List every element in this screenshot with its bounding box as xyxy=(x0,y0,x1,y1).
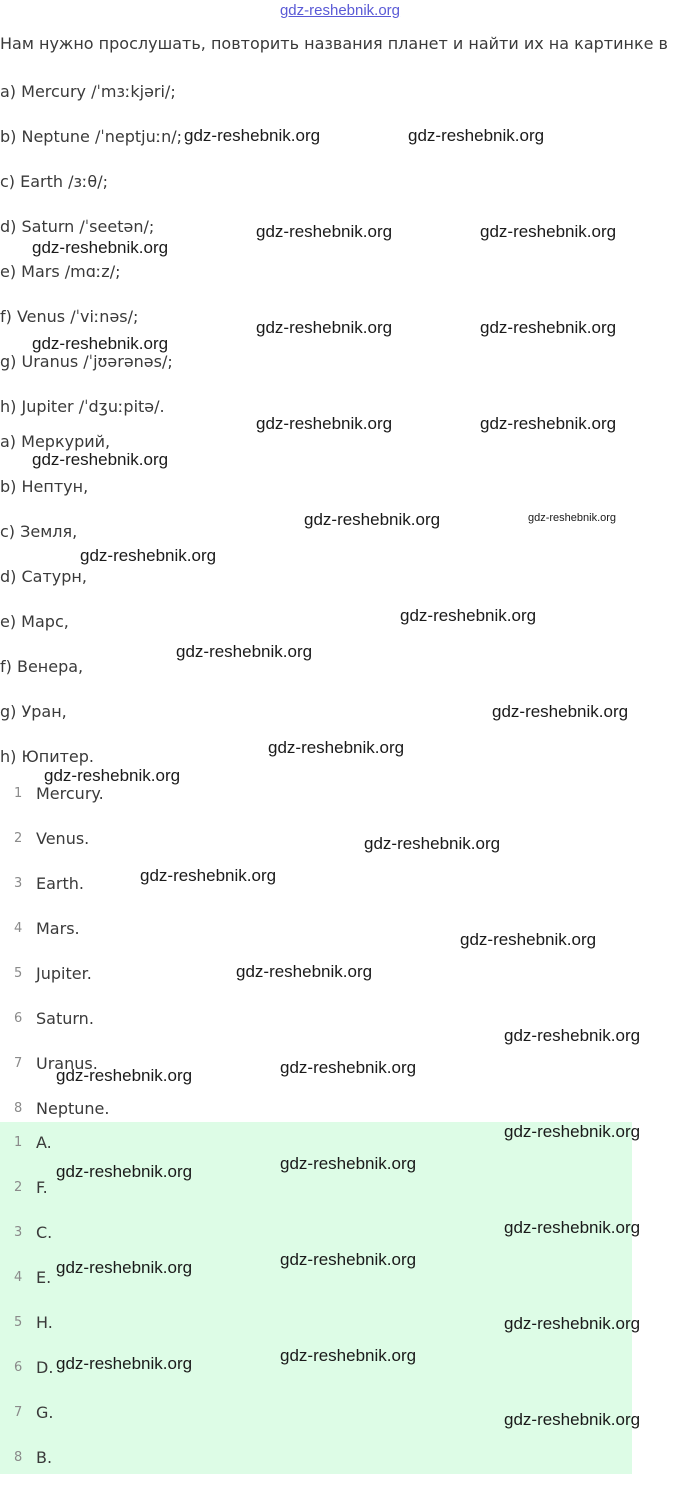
order-list-number: 7 xyxy=(14,1056,23,1071)
pronunciation-item: f) Venus /ˈviːnəs/; xyxy=(0,307,139,326)
watermark-text: gdz-reshebnik.org xyxy=(504,1218,641,1237)
watermark-text: gdz-reshebnik.org xyxy=(504,1122,641,1141)
order-list-number: 1 xyxy=(14,786,23,801)
answer-list-item xyxy=(0,1177,632,1222)
order-list-text: Neptune. xyxy=(36,1099,110,1118)
translation-item: g) Уран, xyxy=(0,702,67,721)
watermark-text: gdz-reshebnik.org xyxy=(460,930,597,949)
watermark-text: gdz-reshebnik.org xyxy=(280,1058,417,1077)
pronunciation-item: b) Neptune /ˈneptjuːn/; xyxy=(0,127,183,146)
answer-list-number: 2 xyxy=(14,1180,23,1195)
pronunciation-item: h) Jupiter /ˈdʒuːpitə/. xyxy=(0,397,165,416)
watermark-text: gdz-reshebnik.org xyxy=(80,546,217,565)
order-list-number: 4 xyxy=(14,921,23,936)
watermark-text: gdz-reshebnik.org xyxy=(256,222,393,241)
pronunciation-item: e) Mars /mɑːz/; xyxy=(0,262,121,281)
watermark-text: gdz-reshebnik.org xyxy=(184,126,321,145)
header-site-link[interactable]: gdz-reshebnik.org xyxy=(279,2,401,19)
order-list-text: Mars. xyxy=(36,919,80,938)
order-list-text: Saturn. xyxy=(36,1009,94,1028)
watermark-text: gdz-reshebnik.org xyxy=(268,738,405,757)
watermark-text: gdz-reshebnik.org xyxy=(480,222,617,241)
translation-item: b) Нептун, xyxy=(0,477,89,496)
order-list-text: Venus. xyxy=(36,829,90,848)
watermark-text: gdz-reshebnik.org xyxy=(480,318,617,337)
answer-list-number: 3 xyxy=(14,1225,23,1240)
watermark-text: gdz-reshebnik.org xyxy=(32,450,169,469)
watermark-text: gdz-reshebnik.org xyxy=(32,238,169,257)
answer-list-number: 6 xyxy=(14,1360,23,1375)
answer-list-text: B. xyxy=(36,1448,53,1467)
answer-list-item xyxy=(0,1447,632,1492)
translation-item: c) Земля, xyxy=(0,522,78,541)
watermark-text: gdz-reshebnik.org xyxy=(56,1354,193,1373)
order-list-text: Earth. xyxy=(36,874,84,893)
watermark-text: gdz-reshebnik.org xyxy=(256,318,393,337)
answer-list-number: 5 xyxy=(14,1315,23,1330)
watermark-text: gdz-reshebnik.org xyxy=(256,414,393,433)
order-list-text: Uranus. xyxy=(36,1054,98,1073)
watermark-text: gdz-reshebnik.org xyxy=(140,866,277,885)
pronunciation-item: c) Earth /ɜːθ/; xyxy=(0,172,108,191)
watermark-text: gdz-reshebnik.org xyxy=(32,334,169,353)
order-list-number: 6 xyxy=(14,1011,23,1026)
order-list-number: 2 xyxy=(14,831,23,846)
order-list-number: 5 xyxy=(14,966,23,981)
watermark-text: gdz-reshebnik.org xyxy=(304,510,441,529)
watermark-text: gdz-reshebnik.org xyxy=(236,962,373,981)
pronunciation-item: d) Saturn /ˈseetən/; xyxy=(0,217,155,236)
translation-item: e) Марс, xyxy=(0,612,69,631)
watermark-text: gdz-reshebnik.org xyxy=(504,1314,641,1333)
watermark-text: gdz-reshebnik.org xyxy=(504,1410,641,1429)
watermark-text: gdz-reshebnik.org xyxy=(280,1154,417,1173)
answer-list-text: C. xyxy=(36,1223,53,1242)
watermark-text: gdz-reshebnik.org xyxy=(400,606,537,625)
watermark-text: gdz-reshebnik.org xyxy=(492,702,629,721)
translation-item: d) Сатурн, xyxy=(0,567,87,586)
answer-list-number: 4 xyxy=(14,1270,23,1285)
watermark-text: gdz-reshebnik.org xyxy=(56,1162,193,1181)
answer-list-text: F. xyxy=(36,1178,48,1197)
answer-list-number: 8 xyxy=(14,1450,23,1465)
answer-list-text: E. xyxy=(36,1268,52,1287)
translation-item: a) Меркурий, xyxy=(0,432,111,451)
watermark-text: gdz-reshebnik.org xyxy=(280,1250,417,1269)
watermark-text: gdz-reshebnik.org xyxy=(528,512,617,524)
pronunciation-item: a) Mercury /ˈmɜːkjəri/; xyxy=(0,82,176,101)
answer-list-text: G. xyxy=(36,1403,54,1422)
answer-list-text: A. xyxy=(36,1133,52,1152)
watermark-text: gdz-reshebnik.org xyxy=(56,1258,193,1277)
watermark-text: gdz-reshebnik.org xyxy=(408,126,545,145)
watermark-text: gdz-reshebnik.org xyxy=(364,834,501,853)
order-list-text: Jupiter. xyxy=(36,964,92,983)
watermark-text: gdz-reshebnik.org xyxy=(480,414,617,433)
translation-item: f) Венера, xyxy=(0,657,84,676)
watermark-text: gdz-reshebnik.org xyxy=(44,766,181,785)
order-list-number: 3 xyxy=(14,876,23,891)
watermark-text: gdz-reshebnik.org xyxy=(504,1026,641,1045)
answer-list-number: 7 xyxy=(14,1405,23,1420)
watermark-text: gdz-reshebnik.org xyxy=(176,642,313,661)
order-list-text: Mercury. xyxy=(36,784,104,803)
watermark-text: gdz-reshebnik.org xyxy=(56,1066,193,1085)
intro-text: Нам нужно прослушать, повторить названия планет и найти их на картинке в xyxy=(0,34,668,53)
order-list-item xyxy=(0,783,632,828)
watermark-text: gdz-reshebnik.org xyxy=(280,1346,417,1365)
order-list-item xyxy=(0,873,632,918)
answer-list-number: 1 xyxy=(14,1135,23,1150)
order-list-item xyxy=(0,828,632,873)
answer-list-text: H. xyxy=(36,1313,53,1332)
pronunciation-item: g) Uranus /ˈjʊərənəs/; xyxy=(0,352,173,371)
answer-list-text: D. xyxy=(36,1358,54,1377)
order-list-number: 8 xyxy=(14,1101,23,1116)
translation-item: h) Юпитер. xyxy=(0,747,95,766)
